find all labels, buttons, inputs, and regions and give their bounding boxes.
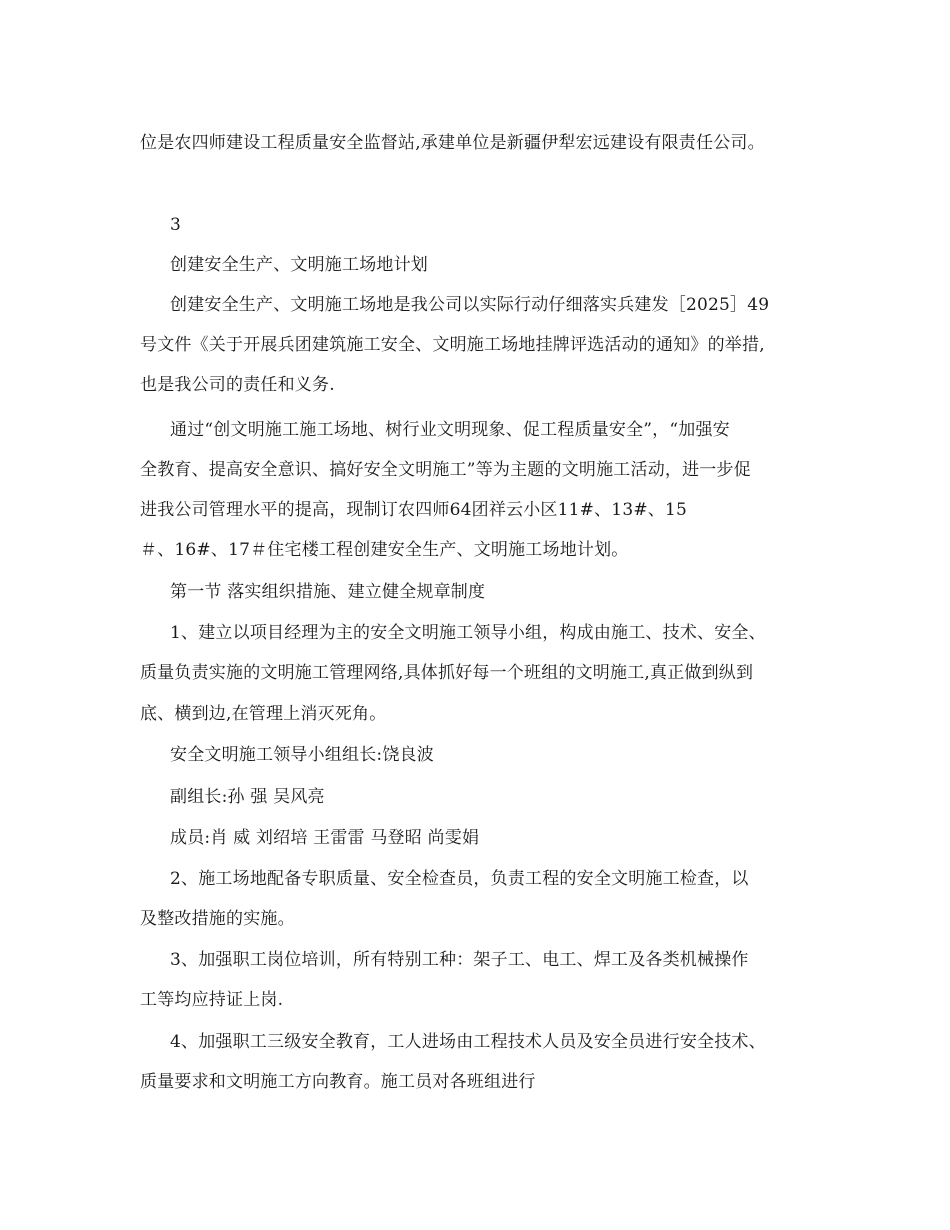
section-number: 3 xyxy=(170,215,182,235)
text-line: 也是我公司的责任和义务. xyxy=(140,375,335,395)
text-line: 质量要求和文明施工方向教育。施工员对各班组进行 xyxy=(140,1072,536,1092)
section-heading: 第一节 落实组织措施、建立健全规章制度 xyxy=(170,582,486,602)
text-line: 及整改措施的实施。 xyxy=(140,909,295,929)
text-line: 2、施工场地配备专职质量、安全检查员，负责工程的安全文明施工检查，以 xyxy=(170,869,749,889)
text-line: 1、建立以项目经理为主的安全文明施工领导小组，构成由施工、技术、安全、 xyxy=(170,623,766,643)
text-line: ＃、16#、17＃住宅楼工程创建安全生产、文明施工场地计划。 xyxy=(140,540,629,560)
text-line: 工等均应持证上岗. xyxy=(140,990,284,1010)
section-title: 创建安全生产、文明施工场地计划 xyxy=(170,255,428,275)
text-line: 创建安全生产、文明施工场地是我公司以实际行动仔细落实兵建发［2025］49 xyxy=(170,295,770,315)
text-line: 副组长:孙 强 吴风亮 xyxy=(170,787,325,807)
text-line: 质量负责实施的文明施工管理网络,具体抓好每一个班组的文明施工,真正做到纵到 xyxy=(140,663,754,683)
text-line: 成员:肖 威 刘绍培 王雷雷 马登昭 尚雯娟 xyxy=(170,828,480,848)
text-line: 号文件《关于开展兵团建筑施工安全、文明施工场地挂牌评选活动的通知》的举措, xyxy=(140,335,765,355)
text-line: 安全文明施工领导小组组长:饶良波 xyxy=(170,745,434,765)
text-line: 进我公司管理水平的提高，现制订农四师64团祥云小区11#、13#、15 xyxy=(140,500,688,520)
text-line: 4、加强职工三级安全教育，工人进场由工程技术人员及安全员进行安全技术、 xyxy=(170,1032,766,1052)
text-line: 3、加强职工岗位培训，所有特别工种：架子工、电工、焊工及各类机械操作 xyxy=(170,950,749,970)
text-line: 底、横到边,在管理上消灭死角。 xyxy=(140,704,387,724)
text-line: 通过“创文明施工施工场地、树行业文明现象、促工程质量安全”，“加强安 xyxy=(170,420,730,440)
text-line: 位是农四师建设工程质量安全监督站,承建单位是新疆伊犁宏远建设有限责任公司。 xyxy=(140,133,765,153)
text-line: 全教育、提高安全意识、搞好安全文明施工”等为主题的文明施工活动，进一步促 xyxy=(140,460,751,480)
